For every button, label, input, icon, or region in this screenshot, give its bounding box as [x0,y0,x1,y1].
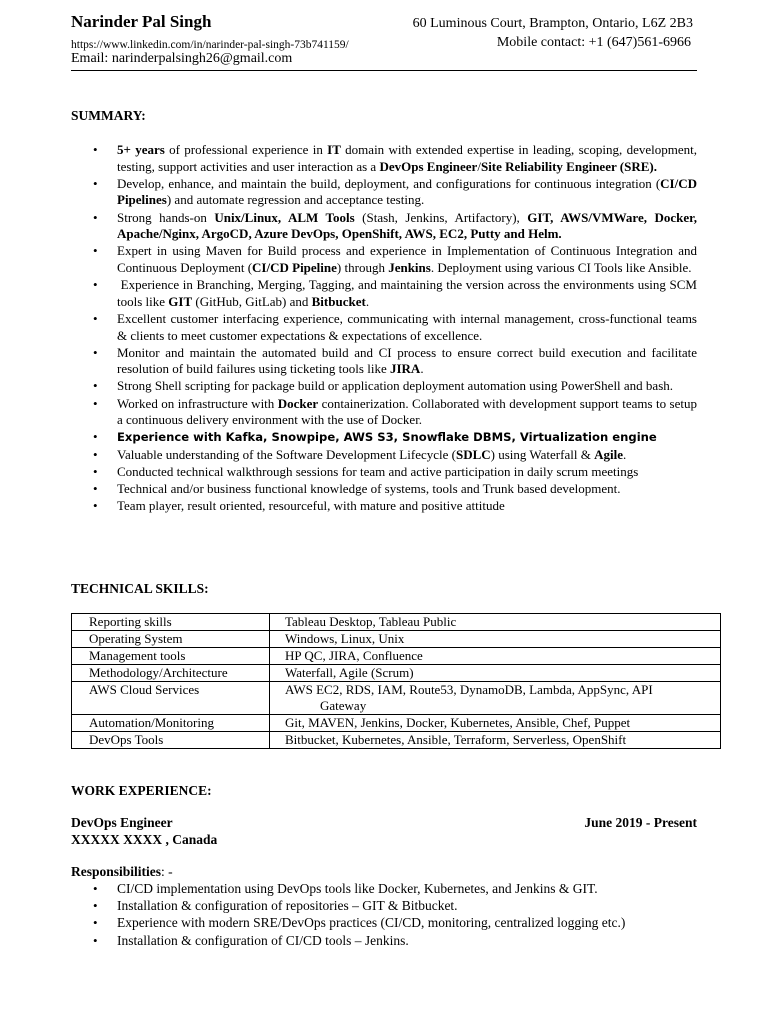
summary-item: • Technical and/or business functional knowledge of systems, tools and Trunk based development. [93,481,621,496]
list-item: • Installation & configuration of repositories – GIT & Bitbucket. [93,898,458,914]
summary-item: • Expert in using Maven for Build process and experience in Implementation of Continuous Integration and Continuous Deployment (CI/CD Pipeline) through Jenkins. Deployment using various CI Tools like Ansible. [93,243,697,275]
summary-item: • Strong Shell scripting for package build or application deployment automation using PowerShell and bash. [93,378,674,394]
skill-category: Methodology/Architecture [72,665,270,682]
summary-heading: SUMMARY: [71,108,146,123]
summary-item: • 5+ years of professional experience in IT domain with extended expertise in leading, scoping, development, testing, support activities and user interaction as a DevOps Engineer/Site Reliability Engineer (SRE). [93,142,697,174]
summary-item: • Strong hands-on Unix/Linux, ALM Tools (Stash, Jenkins, Artifactory), GIT, AWS/VMWare, Docker, Apache/Nginx, ArgoCD, Azure DevOps, OpenShift, AWS, EC2, Putty and Helm. [93,209,697,242]
skill-values: HP QC, JIRA, Confluence [270,648,721,665]
experience-heading: WORK EXPERIENCE: [71,783,212,798]
responsibilities-list [71,881,697,950]
skill-values: Git, MAVEN, Jenkins, Docker, Kubernetes, Ansible, Chef, Puppet [270,715,721,732]
email[interactable]: Email: narinderpalsingh26@gmail.com [71,51,293,66]
summary-item: • Worked on infrastructure with Docker containerization. Collaborated with development support teams to setup a continuous delivery environment with the use of Docker. [93,395,697,428]
summary-item: • Experience in Branching, Merging, Tagging, and maintaining the version across the environments using SCM tools like GIT (GitHub, GitLab) and Bitbucket. [93,277,697,309]
table-row [72,732,721,749]
responsibilities-label: Responsibilities: - [71,864,173,879]
skill-category: DevOps Tools [72,732,270,749]
header-divider [71,70,697,71]
skill-values: Tableau Desktop, Tableau Public [270,614,721,631]
table-row [72,665,721,682]
table-row [72,715,721,732]
skill-values: Waterfall, Agile (Scrum) [270,665,721,682]
job-title: DevOps Engineer [71,815,173,830]
candidate-name: Narinder Pal Singh [71,12,212,31]
list-item: • Installation & configuration of CI/CD tools – Jenkins. [93,932,409,948]
table-row [72,631,721,648]
summary-item: • Team player, result oriented, resourceful, with mature and positive attitude [93,498,505,514]
skills-table [71,613,721,749]
table-row [72,614,721,631]
table-row [72,648,721,665]
linkedin-link[interactable]: https://www.linkedin.com/in/narinder-pal-singh-73b741159/ [71,39,349,51]
address: 60 Luminous Court, Brampton, Ontario, L6Z 2B3 [412,16,693,31]
summary-item: • Excellent customer interfacing experience, communicating with internal management, cross-functional teams & clients to meet customer expectations & expectations of excellence. [93,310,697,343]
job-dates: June 2019 - Present [584,815,697,830]
skill-values: Windows, Linux, Unix [270,631,721,648]
summary-list [71,142,697,515]
summary-item: • Develop, enhance, and maintain the build, deployment, and configurations for continuous integration (CI/CD Pipelines) and automate regression and acceptance testing. [93,175,697,208]
summary-item: • Conducted technical walkthrough sessions for team and active participation in daily scrum meetings [93,463,639,479]
skill-category: AWS Cloud Services [72,682,270,715]
skill-category: Reporting skills [72,614,270,631]
table-row [72,682,721,715]
skill-values-line2: Gateway [320,698,367,713]
skill-values [270,682,721,715]
summary-item: • Valuable understanding of the Software Development Lifecycle (SDLC) using Waterfall & Agile. [93,446,627,462]
skill-values: Bitbucket, Kubernetes, Ansible, Terraform, Serverless, OpenShift [270,732,721,749]
job-company: XXXXX XXXX , Canada [71,832,218,847]
skill-category: Management tools [72,648,270,665]
skills-heading: TECHNICAL SKILLS: [71,581,209,596]
skill-category: Operating System [72,631,270,648]
list-item: • Experience with modern SRE/DevOps practices (CI/CD, monitoring, centralized logging etc.) [93,915,626,931]
list-item: • CI/CD implementation using DevOps tools like Docker, Kubernetes, and Jenkins & GIT. [93,881,598,896]
skill-category: Automation/Monitoring [72,715,270,732]
mobile-contact: Mobile contact: +1 (647)561-6966 [496,35,691,50]
summary-item: • Experience with Kafka, Snowpipe, AWS S3, Snowflake DBMS, Virtualization engine [93,429,657,445]
summary-item: • Monitor and maintain the automated build and CI process to ensure correct build execution and facilitate resolution of build failures using ticketing tools like JIRA. [93,344,697,377]
skill-values-line1: AWS EC2, RDS, IAM, Route53, DynamoDB, Lambda, AppSync, API [285,682,653,697]
